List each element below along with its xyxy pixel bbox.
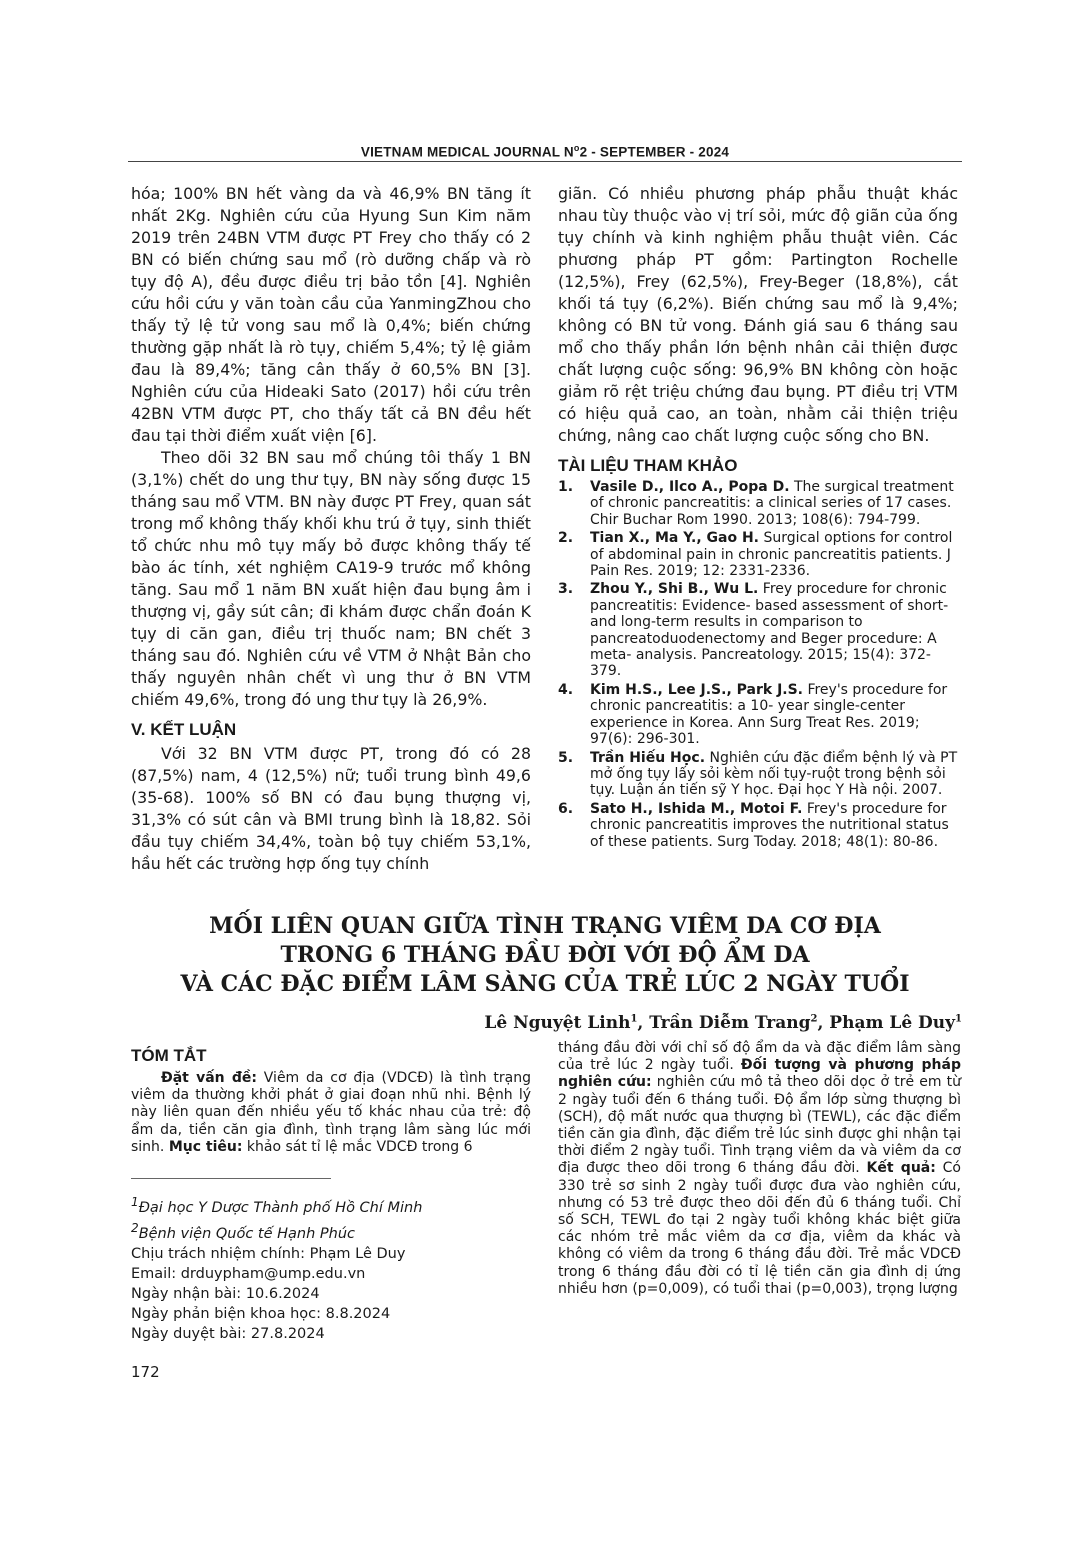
page-number: 172 bbox=[131, 1363, 160, 1381]
paragraph: Với 32 BN VTM được PT, trong đó có 28 (87,5%) nam, 4 (12,5%) nữ; tuổi trung bình 49,6 (35-68). 100% số BN có đau bụng thượng vị, 31,3% có sút cân và BMI trung bình là 18,82. Sỏi đầu tụy chiếm 34,4%, toàn bộ tụy chiếm 53,1%, hầu hết các trường hợp ống tụy chính bbox=[131, 744, 531, 873]
abstract-right bbox=[558, 1040, 961, 1298]
affiliation: $^1$Đại học Y Dược Thành phố Hồ Chí Minh bbox=[131, 1195, 423, 1216]
abstract-text: tháng đầu đời với chỉ số độ ẩm da và đặc điểm lâm sàng của trẻ lúc 2 ngày tuổi. Đối tượng và phương pháp nghiên cứu: nghiên cứu mô tả theo dõi dọc ở trẻ em từ 2 ngày tuổi đến 6 tháng tuổi. Độ ẩm lớp sừng thượng bì (SCH), độ mất nước qua thượng bì (TEWL), các đặc điểm tiền căn gia đình, đặc điểm trẻ lúc sinh được ghi nhận tại thời điểm 2 ngày tuổi. Tình trạng viêm da và viêm da cơ địa được theo dõi trong 6 tháng đầu đời. Kết quả: Có 330 trẻ sơ sinh 2 ngày tuổi được đưa vào nghiên cứu, nhưng có 53 trẻ được theo dõi đến đủ 6 tháng tuổi. Chỉ số SCH, TEWL đo tại 2 ngày tuổi không khác biệt giữa các nhóm trẻ mắc viêm da cơ địa, viêm da khác và không có viêm da trong 6 tháng đầu đời. Trẻ mắc VDCĐ trong 6 tháng đầu đời có tỉ lệ tiền căn gia đình dị ứng nhiều hơn (p=0,009), có tuổi thai (p=0,003), trọng lượng bbox=[558, 1040, 962, 1297]
title-line: MỐI LIÊN QUAN GIỮA TÌNH TRẠNG VIÊM DA CƠ ĐỊA bbox=[209, 913, 881, 939]
running-header: VIETNAM MEDICAL JOURNAL $N^o2$ - SEPTEMBER - 2024 bbox=[360, 143, 730, 160]
corresponding-author: Chịu trách nhiệm chính: Phạm Lê Duy bbox=[131, 1245, 406, 1262]
reference-item: 5. Trần Hiếu Học. Nghiên cứu đặc điểm bệnh lý và PT mở ống tụy lấy sỏi kèm nối tụy-ruột trong bệnh sỏi tụy. Luận án tiến sỹ Y học. Đại học Y Hà nội. 2007. bbox=[558, 749, 958, 799]
section-heading-conclusion: V. KẾT LUẬN bbox=[131, 720, 237, 739]
right-column bbox=[558, 183, 958, 852]
author-list: Lê Nguyệt Linh$^1$, Trần Diễm Trang$^2$, Phạm Lê Duy$^1$ bbox=[484, 1013, 962, 1033]
reference-item: 3. Zhou Y., Shi B., Wu L. Frey procedure for chronic pancreatitis: Evidence- based assessment of short-and long-term results in comparison to pancreatoduodenectomy and Beger procedure: A meta- analysis. Pancreatology. 2015; 15(4): 372-379. bbox=[558, 581, 949, 680]
abstract-left bbox=[131, 1046, 531, 1156]
reference-item: 1. Vasile D., Ilco A., Popa D. The surgical treatment of chronic pancreatitis: a clinical series of 17 cases. Chir Buchar Rom 1990. 2013; 108(6): 794-799. bbox=[558, 479, 954, 528]
abstract-heading: TÓM TẮT bbox=[131, 1046, 207, 1065]
received-date: Ngày nhận bài: 10.6.2024 bbox=[131, 1285, 320, 1302]
reference-item: 2. Tian X., Ma Y., Gao H. Surgical options for control of abdominal pain in chronic pancreatitis patients. J Pain Res. 2019; 12: 2331-2336. bbox=[558, 530, 953, 580]
article-title bbox=[128, 912, 962, 999]
paragraph: giãn. Có nhiều phương pháp phẫu thuật khác nhau tùy thuộc vào vị trí sỏi, mức độ giãn của ống tụy chính và kinh nghiệm phẫu thuật viên. Các phương pháp PT gồm: Partington Rochelle (12,5%), Frey (62,5%), Frey-Beger (18,8%), cắt khối tá tụy (6,2%). Biến chứng sau mổ là 9,4%; không có BN tử vong. Đánh giá sau 6 tháng sau mổ cho thấy phần lớn bệnh nhân cải thiện được chất lượng cuộc sống: 96,9% BN không còn hoặc giảm rõ rệt triệu chứng đau bụng. PT điều trị VTM có hiệu quả cao, an toàn, nhằm cải thiện triệu chứng, nâng cao chất lượng cuộc sống cho BN. bbox=[558, 184, 958, 445]
header-rule bbox=[128, 161, 962, 162]
paragraph: hóa; 100% BN hết vàng da và 46,9% BN tăng ít nhất 2Kg. Nghiên cứu của Hyung Sun Kim năm 2019 trên 24BN VTM được PT Frey cho thấy có 2 BN có biến chứng sau mổ (rò dưỡng chấp và rò tụy độ A), đều được điều trị bảo tồn [4]. Nghiên cứu hồi cứu y văn toàn cầu của YanmingZhou cho thấy tỷ lệ tử vong sau mổ là 0,4%; biến chứng thường gặp nhất là rò tụy, chiếm 5,4%; tỷ lệ giảm đau là 89,4%; tăng cân thấy ở 60,5% BN [3]. Nghiên cứu của Hideaki Sato (2017) hồi cứu trên 42BN VTM được PT, cho thấy tất cả BN đều hết đau tại thời điểm xuất viện [6]. bbox=[131, 184, 531, 445]
footnote-rule bbox=[131, 1178, 331, 1179]
accepted-date: Ngày duyệt bài: 27.8.2024 bbox=[131, 1325, 325, 1342]
title-line: VÀ CÁC ĐẶC ĐIỂM LÂM SÀNG CỦA TRẺ LÚC 2 NGÀY TUỔI bbox=[180, 971, 910, 997]
title-line: TRONG 6 THÁNG ĐẦU ĐỜI VỚI ĐỘ ẨM DA bbox=[280, 942, 810, 968]
affiliation: $^2$Bệnh viện Quốc tế Hạnh Phúc bbox=[131, 1220, 356, 1242]
references-heading: TÀI LIỆU THAM KHẢO bbox=[558, 456, 738, 475]
paragraph: Theo dõi 32 BN sau mổ chúng tôi thấy 1 BN (3,1%) chết do ung thư tụy, BN này sống được 15 tháng sau mổ VTM. BN này được PT Frey, quan sát trong mổ không thấy khối khu trú ở tụy, sinh thiết tổ chức nhu mô tụy mấy bỏ được không thấy tế bào ác tính, xét nghiệm CA19-9 trước mổ không tăng. Sau mổ 1 năm BN xuất hiện đau bụng âm i thượng vị, gầy sút cân; đi khám được chẩn đoán K tụy di căn gan, điều trị thuốc nam; BN chết 3 tháng sau đó. Nghiên cứu về VTM ở Nhật Bản cho thấy nguyên nhân chết vì ung thư ở BN VTM chiếm 49,6%, trong đó ung thư tụy là 26,9%. bbox=[131, 448, 531, 709]
reference-item: 4. Kim H.S., Lee J.S., Park J.S. Frey's procedure for chronic pancreatitis: a 10- year single-center experience in Korea. Ann Surg Treat Res. 2019; 97(6): 296-301. bbox=[558, 681, 948, 748]
reference-item: 6. Sato H., Ishida M., Motoi F. Frey's procedure for chronic pancreatitis improves the nutritional status of these patients. Surg Today. 2018; 48(1): 80-86. bbox=[558, 800, 949, 850]
abstract-text: Đặt vấn đề: Viêm da cơ địa (VDCĐ) là tình trạng viêm da thường khởi phát ở giai đoạn nhũ nhi. Bệnh lý này liên quan đến nhiều yếu tố khác nhau của trẻ: độ ẩm da, tiền căn gia đình, tình trạng lâm sàng lúc mới sinh. Mục tiêu: khảo sát tỉ lệ mắc VDCĐ trong 6 bbox=[131, 1070, 531, 1155]
left-column bbox=[131, 183, 531, 875]
footnotes bbox=[131, 1192, 531, 1344]
reviewed-date: Ngày phản biện khoa học: 8.8.2024 bbox=[131, 1305, 391, 1322]
reference-list bbox=[558, 479, 958, 850]
email: Email: drduypham@ump.edu.vn bbox=[131, 1265, 366, 1282]
